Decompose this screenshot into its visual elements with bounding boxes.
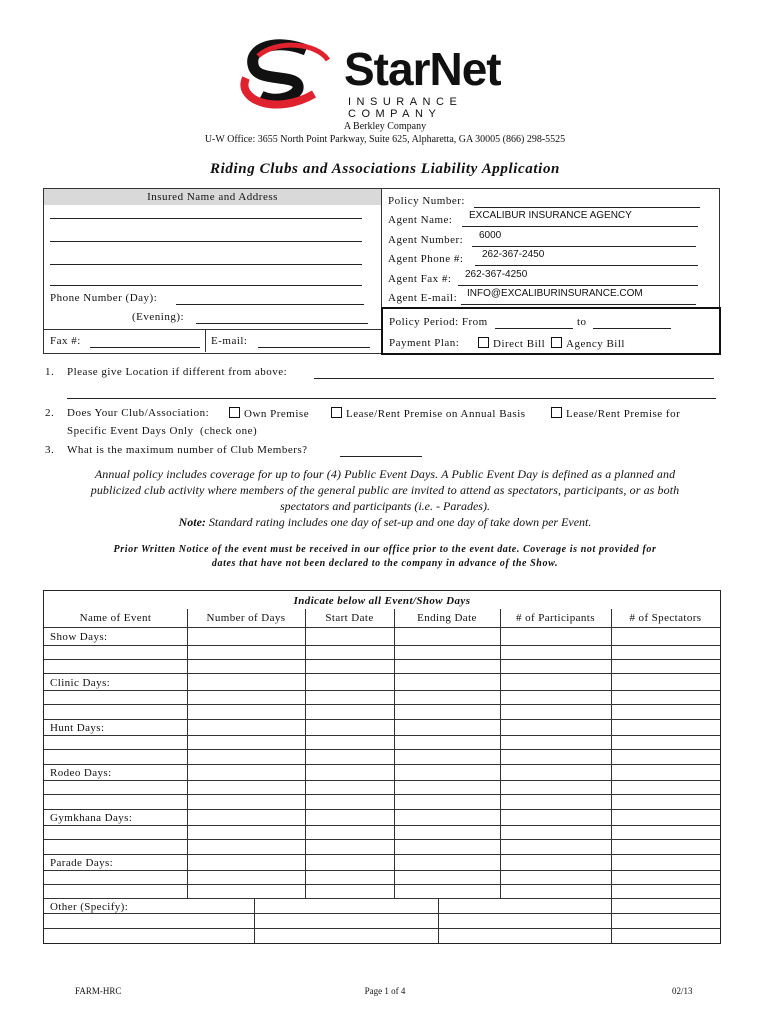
address-line-1[interactable] [50, 228, 362, 242]
office-address: U-W Office: 3655 North Point Parkway, Suite 625, Alpharetta, GA 30005 (866) 298-5525 [204, 134, 566, 145]
agent-phone-value: 262-367-2450 [482, 249, 545, 260]
row-divider [44, 673, 720, 674]
fax-row-divider [44, 329, 381, 330]
row-divider [44, 627, 720, 628]
question-3-number: 3. [45, 444, 55, 456]
question-1-number: 1. [45, 366, 55, 378]
question-2-number: 2. [45, 407, 55, 419]
payment-plan-label: Payment Plan: [389, 337, 460, 349]
fax-email-divider [205, 329, 206, 352]
own-premise-label: Own Premise [244, 408, 310, 420]
policy-period-to-field[interactable] [593, 315, 671, 329]
policy-number-field[interactable] [474, 194, 700, 208]
section-rodeo-days: Rodeo Days: [50, 767, 112, 779]
phone-evening-label: (Evening): [132, 311, 185, 323]
agent-number-value: 6000 [479, 230, 502, 241]
row-divider [44, 854, 720, 855]
lease-event-option[interactable] [551, 407, 680, 420]
section-show-days: Show Days: [50, 631, 108, 643]
own-premise-option[interactable] [229, 407, 309, 420]
starnet-swoosh-icon [236, 38, 336, 110]
phone-day-field[interactable] [176, 291, 364, 305]
col-participants: # of Participants [516, 612, 595, 624]
agency-bill-label: Agency Bill [566, 338, 625, 350]
footer-page-number: Page 1 of 4 [364, 986, 406, 996]
row-divider [44, 764, 720, 765]
row-divider [44, 749, 720, 750]
col-divider [611, 609, 612, 943]
question-2-text: Does Your Club/Association: [67, 407, 210, 419]
prior-notice-line-2: dates that have not been declared to the company in advance of the Show. [211, 558, 559, 569]
col-ending-date: Ending Date [417, 612, 477, 624]
row-divider [44, 825, 720, 826]
row-divider [44, 884, 720, 885]
prior-notice-line-1: Prior Written Notice of the event must be received in our office prior to the event date. Coverage is not provided for [113, 544, 657, 555]
row-divider [44, 690, 720, 691]
annual-policy-line-1: Annual policy includes coverage for up to four (4) Public Event Days. A Public Event Day is defined as a planned and [94, 467, 676, 481]
lease-annual-checkbox[interactable] [331, 407, 342, 418]
col-divider [438, 898, 439, 943]
agent-fax-label: Agent Fax #: [388, 273, 452, 285]
brand-tagline: INSURANCE COMPANY [348, 96, 463, 120]
question-1-text: Please give Location if different from above: [67, 366, 288, 378]
row-divider [44, 913, 720, 914]
col-divider [187, 609, 188, 898]
row-divider [44, 794, 720, 795]
phone-day-label: Phone Number (Day): [50, 292, 158, 304]
row-divider [44, 898, 720, 899]
row-divider [44, 839, 720, 840]
own-premise-checkbox[interactable] [229, 407, 240, 418]
row-divider [44, 704, 720, 705]
parent-company: A Berkley Company [343, 121, 427, 132]
page-title: Riding Clubs and Associations Liability Application [210, 161, 560, 177]
annual-policy-line-2: publicized club activity where members of the general public are invited to attend as spectators, participants, or as both [90, 483, 680, 497]
question-1-field[interactable] [314, 365, 714, 379]
agent-name-value: EXCALIBUR INSURANCE AGENCY [469, 210, 632, 221]
row-divider [44, 870, 720, 871]
question-3-field[interactable] [340, 443, 422, 457]
question-2-continuation: Specific Event Days Only (check one) [67, 425, 258, 437]
agent-email-label: Agent E-mail: [388, 292, 458, 304]
col-spectators: # of Spectators [629, 612, 702, 624]
row-divider [44, 928, 720, 929]
col-divider [254, 898, 255, 943]
fax-label: Fax #: [50, 335, 81, 347]
agent-email-value: INFO@EXCALIBURINSURANCE.COM [467, 288, 643, 299]
row-divider [44, 645, 720, 646]
table-caption: Indicate below all Event/Show Days [293, 595, 471, 607]
col-divider [305, 609, 306, 898]
direct-bill-checkbox[interactable] [478, 337, 489, 348]
footer-form-code: FARM-HRC [75, 986, 122, 996]
row-divider [44, 809, 720, 810]
insured-heading: Insured Name and Address [147, 191, 278, 203]
event-days-table [43, 590, 721, 944]
agent-name-label: Agent Name: [388, 214, 453, 226]
section-gymkhana-days: Gymkhana Days: [50, 812, 133, 824]
row-divider [44, 780, 720, 781]
agency-bill-option[interactable] [551, 337, 625, 350]
row-divider [44, 735, 720, 736]
policy-period-to-label: to [577, 316, 587, 328]
col-name-of-event: Name of Event [79, 612, 152, 624]
section-clinic-days: Clinic Days: [50, 677, 111, 689]
lease-annual-label: Lease/Rent Premise on Annual Basis [346, 408, 526, 420]
phone-evening-field[interactable] [196, 310, 368, 324]
policy-number-label: Policy Number: [388, 195, 465, 207]
agent-phone-label: Agent Phone #: [388, 253, 464, 265]
row-divider [44, 719, 720, 720]
col-number-of-days: Number of Days [206, 612, 286, 624]
email-label: E-mail: [211, 335, 248, 347]
policy-period-from-field[interactable] [495, 315, 573, 329]
col-start-date: Start Date [325, 612, 374, 624]
address-line-3[interactable] [50, 272, 362, 286]
section-hunt-days: Hunt Days: [50, 722, 105, 734]
direct-bill-option[interactable] [478, 337, 545, 350]
brand-name: StarNet [344, 43, 501, 95]
question-1-field-2[interactable] [67, 385, 716, 399]
email-field[interactable] [258, 334, 370, 348]
starnet-logo [236, 38, 536, 120]
lease-annual-option[interactable] [331, 407, 526, 420]
insured-name-line[interactable] [50, 205, 362, 219]
footer-date: 02/13 [672, 986, 693, 996]
col-divider [500, 609, 501, 898]
direct-bill-label: Direct Bill [493, 338, 546, 350]
lease-event-label: Lease/Rent Premise for [566, 408, 681, 420]
annual-policy-line-3: spectators and participants (i.e. - Parades). [280, 499, 490, 513]
col-divider [394, 609, 395, 898]
address-line-2[interactable] [50, 251, 362, 265]
note-label: Note: [178, 515, 206, 529]
note-line [0, 515, 770, 530]
fax-field[interactable] [90, 334, 200, 348]
agent-number-label: Agent Number: [388, 234, 464, 246]
agency-bill-checkbox[interactable] [551, 337, 562, 348]
row-divider [44, 659, 720, 660]
agent-fax-value: 262-367-4250 [465, 269, 528, 280]
section-parade-days: Parade Days: [50, 857, 114, 869]
question-3-text: What is the maximum number of Club Members? [67, 444, 308, 456]
section-other: Other (Specify): [50, 901, 129, 913]
agent-number-field[interactable] [472, 233, 696, 247]
policy-period-label: Policy Period: From [389, 316, 488, 328]
lease-event-checkbox[interactable] [551, 407, 562, 418]
note-text: Standard rating includes one day of set-up and one day of take down per Event. [208, 515, 592, 529]
